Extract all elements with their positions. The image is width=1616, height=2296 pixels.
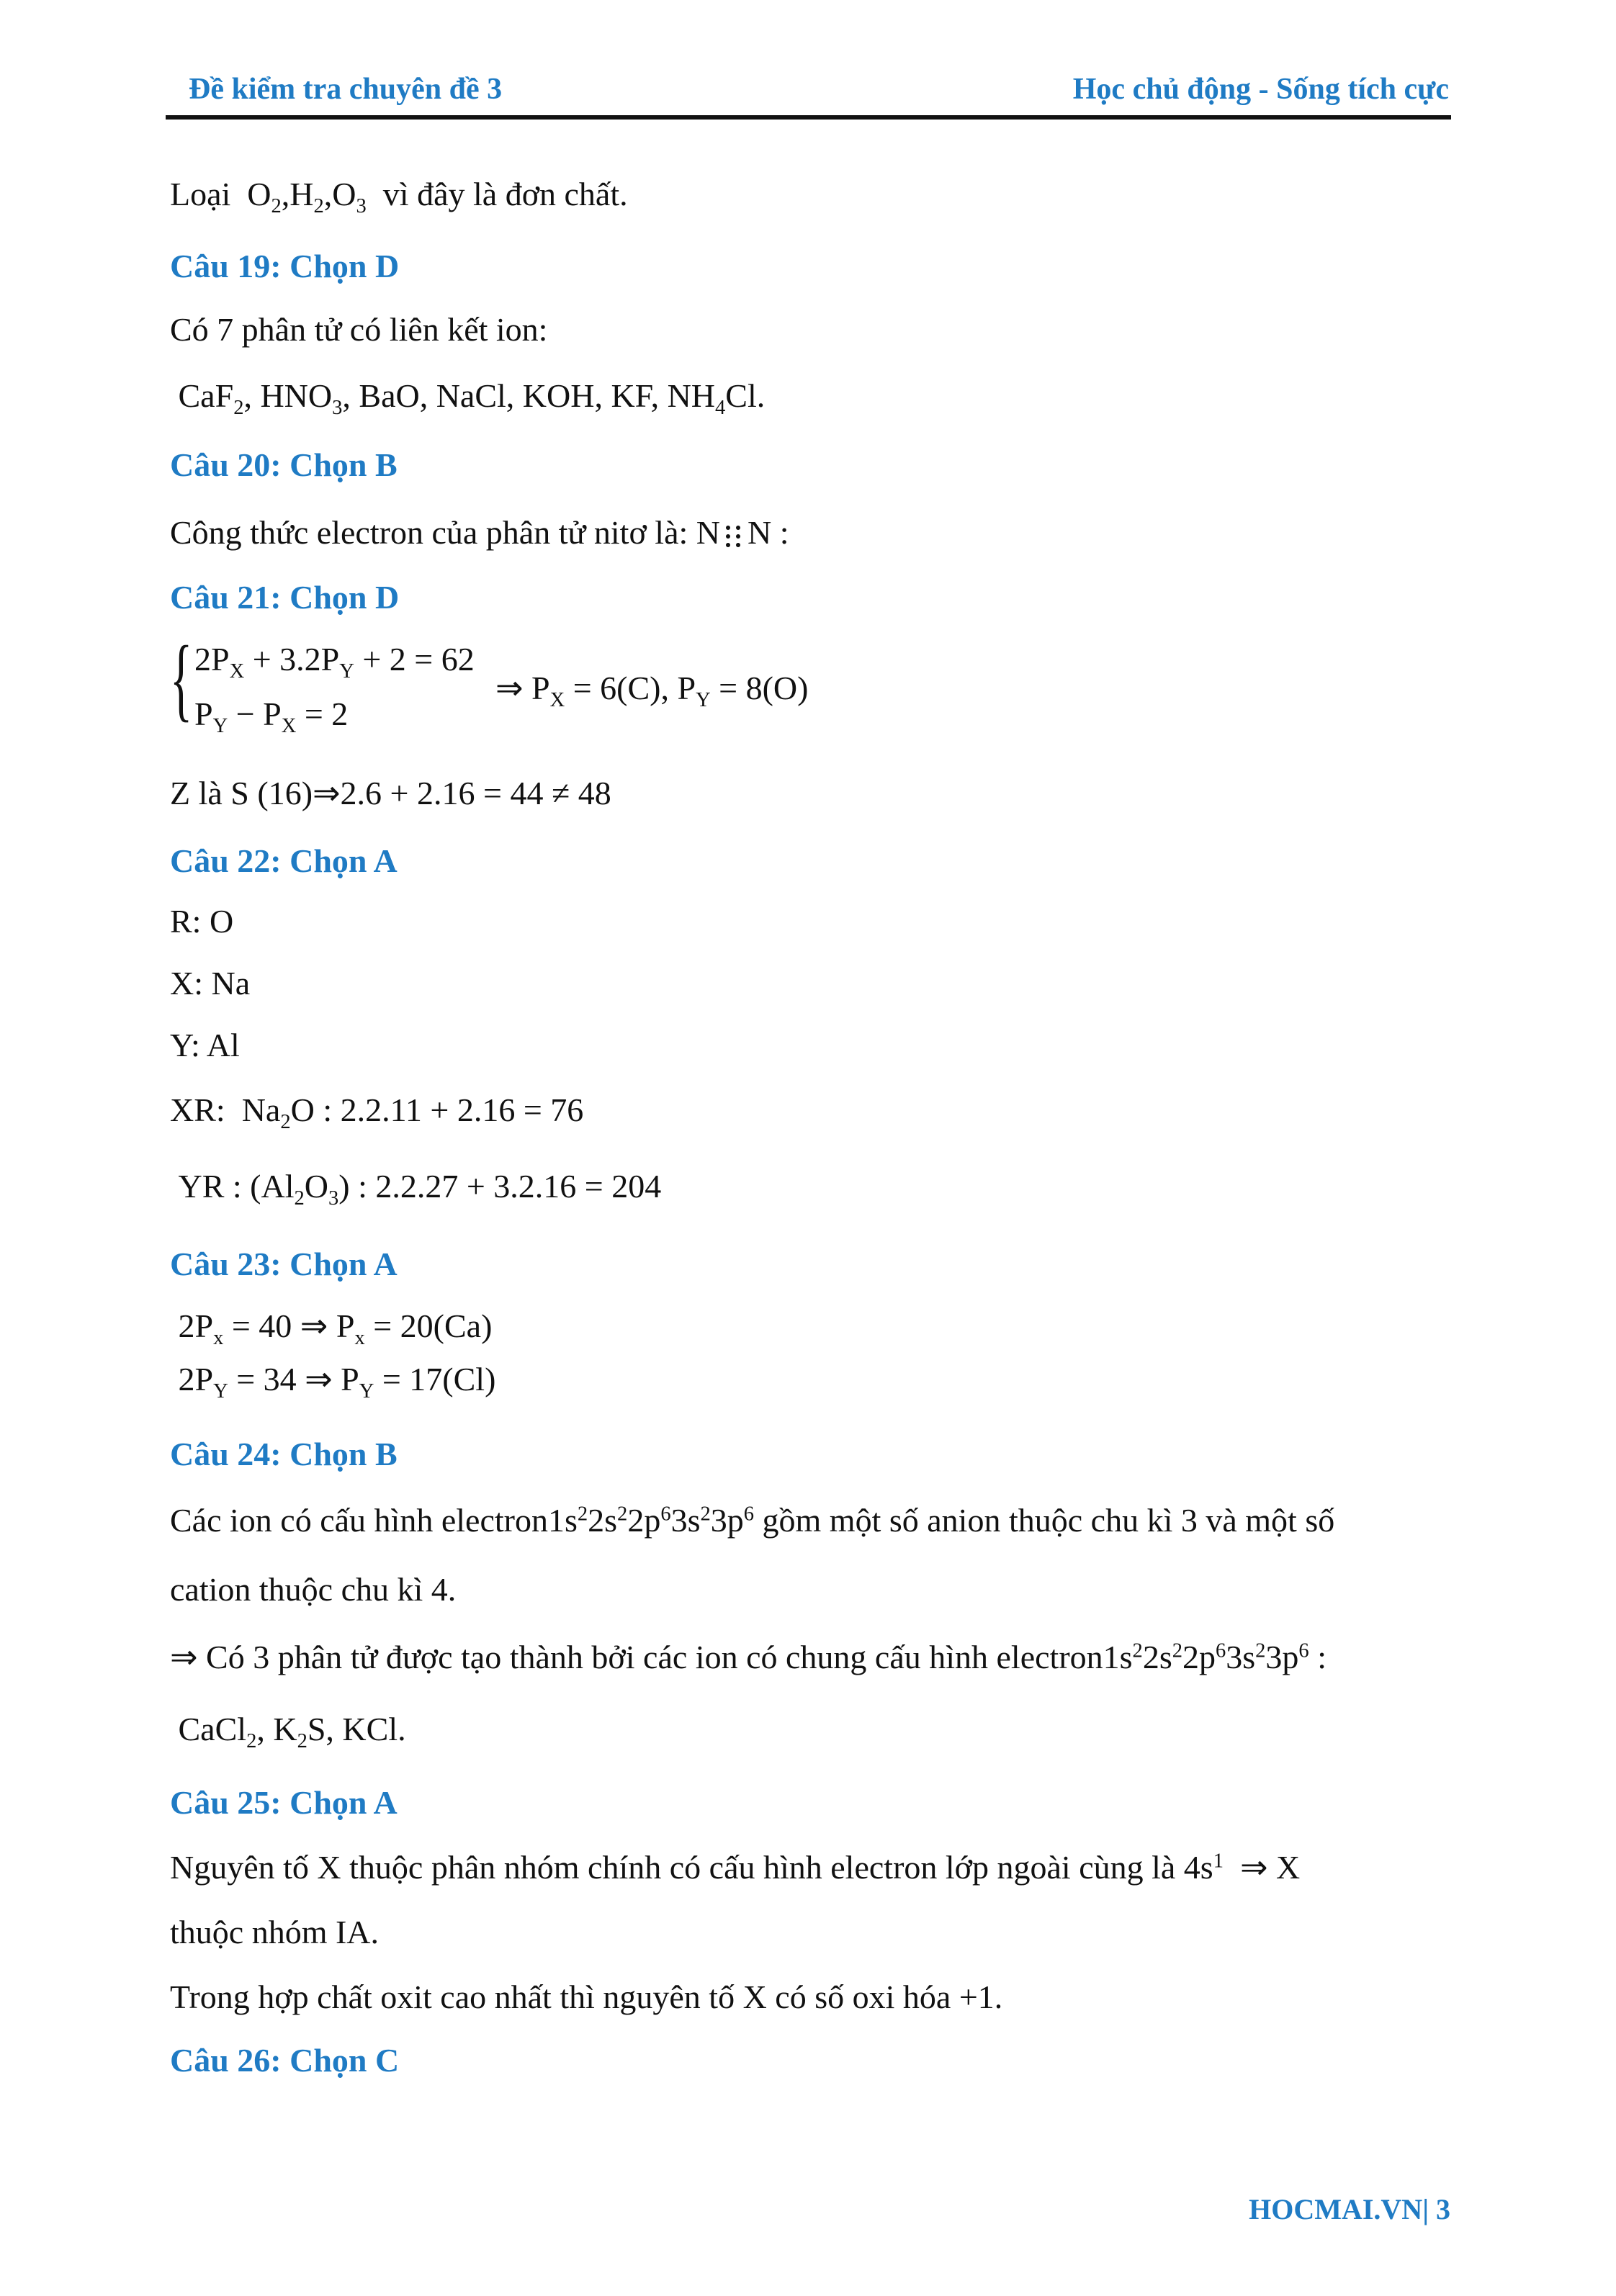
q24-config-1: $1s^22s^22p^63s^23p^6$ — [547, 1502, 755, 1539]
q22-x: X: Na — [170, 965, 251, 1001]
q21-equation-1: $2P_X + 3.2P_Y + 2 = 62$ — [194, 641, 475, 683]
question-19-formula: CaF$_2$, $HNO_3$, BaO, NaCl, KOH, KF, $NH_4Cl$. — [170, 377, 766, 419]
q25-line-1 — [170, 1846, 1300, 1889]
q24-config-2: $1s^22s^22p^63s^23p^6$ : — [1103, 1639, 1327, 1675]
question-25-heading: Câu 25: Chọn A — [170, 1784, 398, 1821]
q25-line-1-x: X — [1276, 1849, 1301, 1886]
question-20-heading: Câu 20: Chọn B — [170, 446, 398, 483]
q24-line-1b: gồm một số anion thuộc chu kì 3 và một số — [762, 1502, 1335, 1539]
question-20-text — [170, 511, 789, 554]
question-23-heading: Câu 23: Chọn A — [170, 1246, 398, 1282]
q21-result: ⇒ $P_X = 6(C)$, $P_Y = 8(O)$ — [495, 670, 809, 711]
footer-page-number: HOCMAI.VN| 3 — [1249, 2193, 1450, 2225]
q25-line-1-text: Nguyên tố X thuộc phân nhóm chính có cấu hình electron lớp ngoài cùng là 4s — [170, 1849, 1213, 1886]
q22-xr-calc: $Na_2O$ : 2.2.11 + 2.16 = 76 — [233, 1091, 584, 1133]
system-brace-icon: { — [170, 627, 193, 731]
question-22-heading: Câu 22: Chọn A — [170, 842, 398, 879]
q22-r: R: O — [170, 903, 234, 940]
q24-line-1 — [170, 1499, 1334, 1542]
q23-equation-1: $2P_x = 40$ ⇒ $P_x = 20(Ca)$ — [170, 1307, 493, 1349]
triple-bond-dots-icon — [723, 521, 745, 550]
q24-line-1a: Các ion có cấu hình electron — [170, 1502, 548, 1539]
nitrogen-electron-formula: : N N : — [678, 514, 789, 551]
q22-xr-label: XR: — [170, 1091, 225, 1128]
implies-icon: ⇒ — [170, 1639, 198, 1675]
question-19-text: Có 7 phân tử có liên kết ion: — [170, 311, 548, 348]
header-divider — [166, 115, 1451, 120]
loai-suffix: vì đây là đơn chất. — [382, 176, 628, 212]
q22-xr-line — [170, 1089, 583, 1132]
header-left-title: Đề kiểm tra chuyên đề 3 — [189, 73, 503, 106]
q21-z-line — [170, 772, 611, 815]
formula-elements: $O_2,H_2,O_3$ — [238, 176, 367, 217]
question-21-heading: Câu 21: Chọn D — [170, 579, 400, 616]
q22-yr-calc: YR : $(Al_2O_3)$ : 2.2.27 + 3.2.16 = 204 — [170, 1168, 662, 1210]
q25-implies: ⇒ — [1231, 1849, 1277, 1886]
q25-line-3: Trong hợp chất oxit cao nhất thì nguyên tố X có số oxi hóa +1. — [170, 1978, 1003, 2015]
q25-exponent: 1 — [1213, 1850, 1224, 1873]
q20-text-label: Công thức electron của phân tử nitơ là — [170, 514, 679, 551]
header-right-slogan: Học chủ động - Sống tích cực — [1072, 73, 1449, 106]
line-loai — [170, 173, 628, 216]
q21-z-label: Z là S (16) — [170, 775, 313, 811]
loai-prefix: Loại — [170, 176, 231, 212]
question-24-heading: Câu 24: Chọn B — [170, 1436, 398, 1472]
q25-line-2: thuộc nhóm IA. — [170, 1914, 380, 1950]
question-19-heading: Câu 19: Chọn D — [170, 248, 400, 284]
q23-equation-2: $2P_Y = 34$ ⇒ $P_Y = 17(Cl)$ — [170, 1361, 496, 1403]
q24-line-3-text: Có 3 phân tử được tạo thành bởi các ion có chung cấu hình electron — [206, 1639, 1103, 1675]
question-26-heading: Câu 26: Chọn C — [170, 2042, 400, 2079]
q21-equation-2: $P_Y - P_X = 2$ — [194, 695, 349, 737]
q24-line-2: cation thuộc chu kì 4. — [170, 1571, 457, 1608]
q24-formula: CaCl$_2$, $K_2S$, KCl. — [170, 1711, 406, 1752]
q24-line-3 — [170, 1636, 1327, 1679]
q22-y: Y: Al — [170, 1027, 240, 1063]
q21-z-calc: ⇒2.6 + 2.16 = 44 ≠ 48 — [313, 775, 611, 811]
